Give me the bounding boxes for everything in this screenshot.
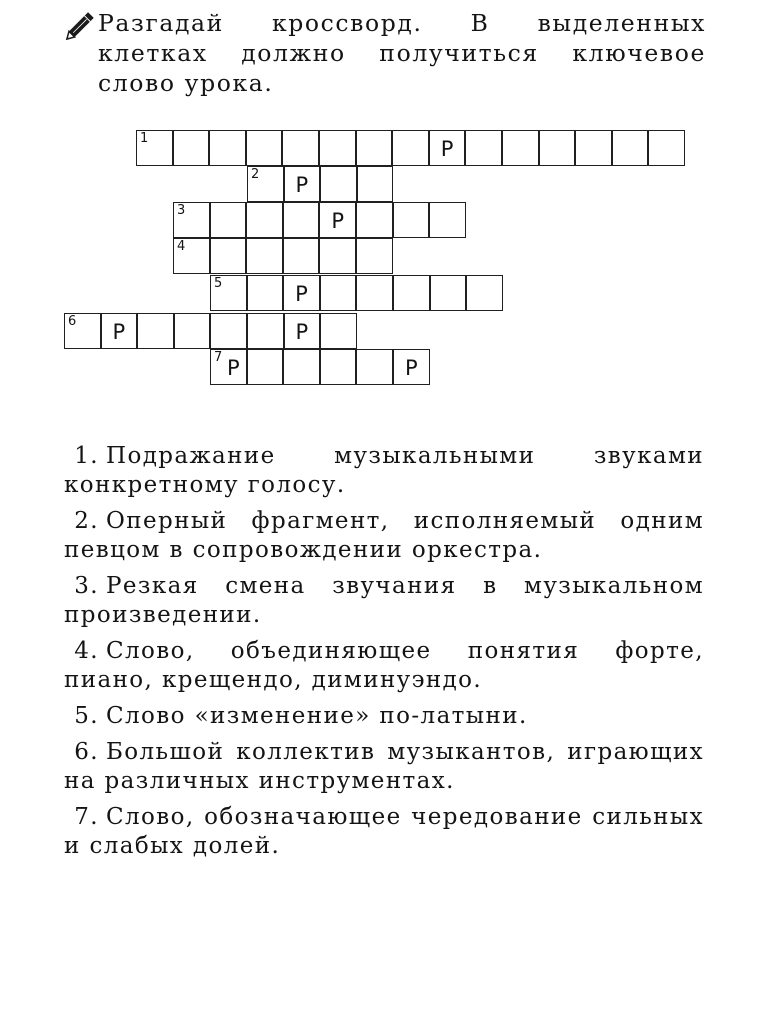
crossword-cell [174,313,211,349]
given-letter: Р [295,320,309,344]
crossword-cell [247,166,284,202]
task-text: Разгадай кроссворд. В выделенных клетках должно получиться ключевое слово урока. [98,9,706,97]
crossword-cell [356,275,393,311]
clue-item-number: 2. [74,508,99,534]
crossword-cell [173,238,210,274]
crossword-cell [210,202,247,238]
crossword-cell [429,130,466,166]
crossword-cell [356,202,393,238]
clue-number: 5 [214,276,223,291]
clue-item [64,507,704,565]
crossword-cell [247,313,284,349]
crossword-cell [282,130,319,166]
clue-item-number: 1. [74,443,99,469]
clue-item-text: Слово, объединяющее понятия форте, пиано, крещендо, диминуэндо. [64,638,704,693]
clue-item-text: Большой коллектив музыкантов, играющих на различных инструментах. [64,739,704,794]
clue-item-number: 4. [74,638,99,664]
crossword-cell [173,202,210,238]
crossword-cell [393,202,430,238]
crossword-cell [246,202,283,238]
clue-item [64,442,704,500]
crossword-cell [283,238,320,274]
clue-item [64,637,704,695]
crossword-cell [393,349,430,385]
clue-number: 2 [251,167,260,182]
crossword-cell [319,130,356,166]
crossword-cell [283,275,320,311]
crossword-grid [0,0,768,420]
crossword-cell [320,166,357,202]
crossword-cell [136,130,173,166]
given-letter: Р [331,209,345,233]
crossword-cell [320,275,357,311]
crossword-cell [357,166,394,202]
crossword-cell [465,130,502,166]
crossword-cell [612,130,649,166]
crossword-cell [209,130,246,166]
clue-item [64,803,704,861]
crossword-cell [319,238,356,274]
crossword-cell [284,313,321,349]
crossword-cell [284,166,321,202]
crossword-cell [429,202,466,238]
crossword-cell [247,349,284,385]
crossword-cell [320,313,357,349]
clue-number: 7 [214,350,223,365]
clue-number: 3 [177,203,186,218]
clue-number: 1 [140,131,149,146]
crossword-cell [283,202,320,238]
clue-item-number: 6. [74,739,99,765]
clue-item-number: 7. [74,804,99,830]
clue-item-text: Подражание музыкальными звуками конкретному голосу. [64,443,704,498]
crossword-cell [246,130,283,166]
crossword-cell [502,130,539,166]
crossword-cell [539,130,576,166]
crossword-cell [320,349,357,385]
crossword-cell [466,275,503,311]
given-letter: Р [295,282,308,306]
given-letter: Р [112,320,126,344]
clue-list [64,442,704,868]
clue-item-text: Слово «изменение» по-латыни. [106,703,528,729]
clue-item [64,572,704,630]
crossword-cell [648,130,685,166]
crossword-cell [430,275,467,311]
given-letter: Р [295,173,309,197]
clue-item-text: Оперный фрагмент, исполняемый одним певцом в сопровождении оркестра. [64,508,704,563]
given-letter: Р [226,356,240,380]
crossword-cell [101,313,138,349]
given-letter: Р [404,356,418,380]
crossword-cell [283,349,320,385]
crossword-cell [392,130,429,166]
crossword-cell [210,313,247,349]
clue-item-number: 5. [74,703,99,729]
crossword-cell [137,313,174,349]
clue-item-text: Резкая смена звучания в музыкальном произведении. [64,573,704,628]
crossword-cell [575,130,612,166]
crossword-cell [247,275,284,311]
clue-number: 4 [177,239,186,254]
crossword-cell [356,238,393,274]
crossword-cell [393,275,430,311]
clue-item [64,738,704,796]
given-letter: Р [440,137,454,161]
crossword-cell [319,202,356,238]
crossword-cell [356,130,393,166]
clue-number: 6 [68,314,77,329]
crossword-cell [246,238,283,274]
crossword-cell [210,238,247,274]
crossword-cell [210,349,247,385]
crossword-cell [210,275,247,311]
crossword-cell [64,313,101,349]
crossword-cell [173,130,210,166]
clue-item [64,702,704,731]
clue-item-number: 3. [74,573,99,599]
crossword-cell [356,349,393,385]
clue-item-text: Слово, обозначающее чередование сильных и слабых долей. [64,804,704,859]
